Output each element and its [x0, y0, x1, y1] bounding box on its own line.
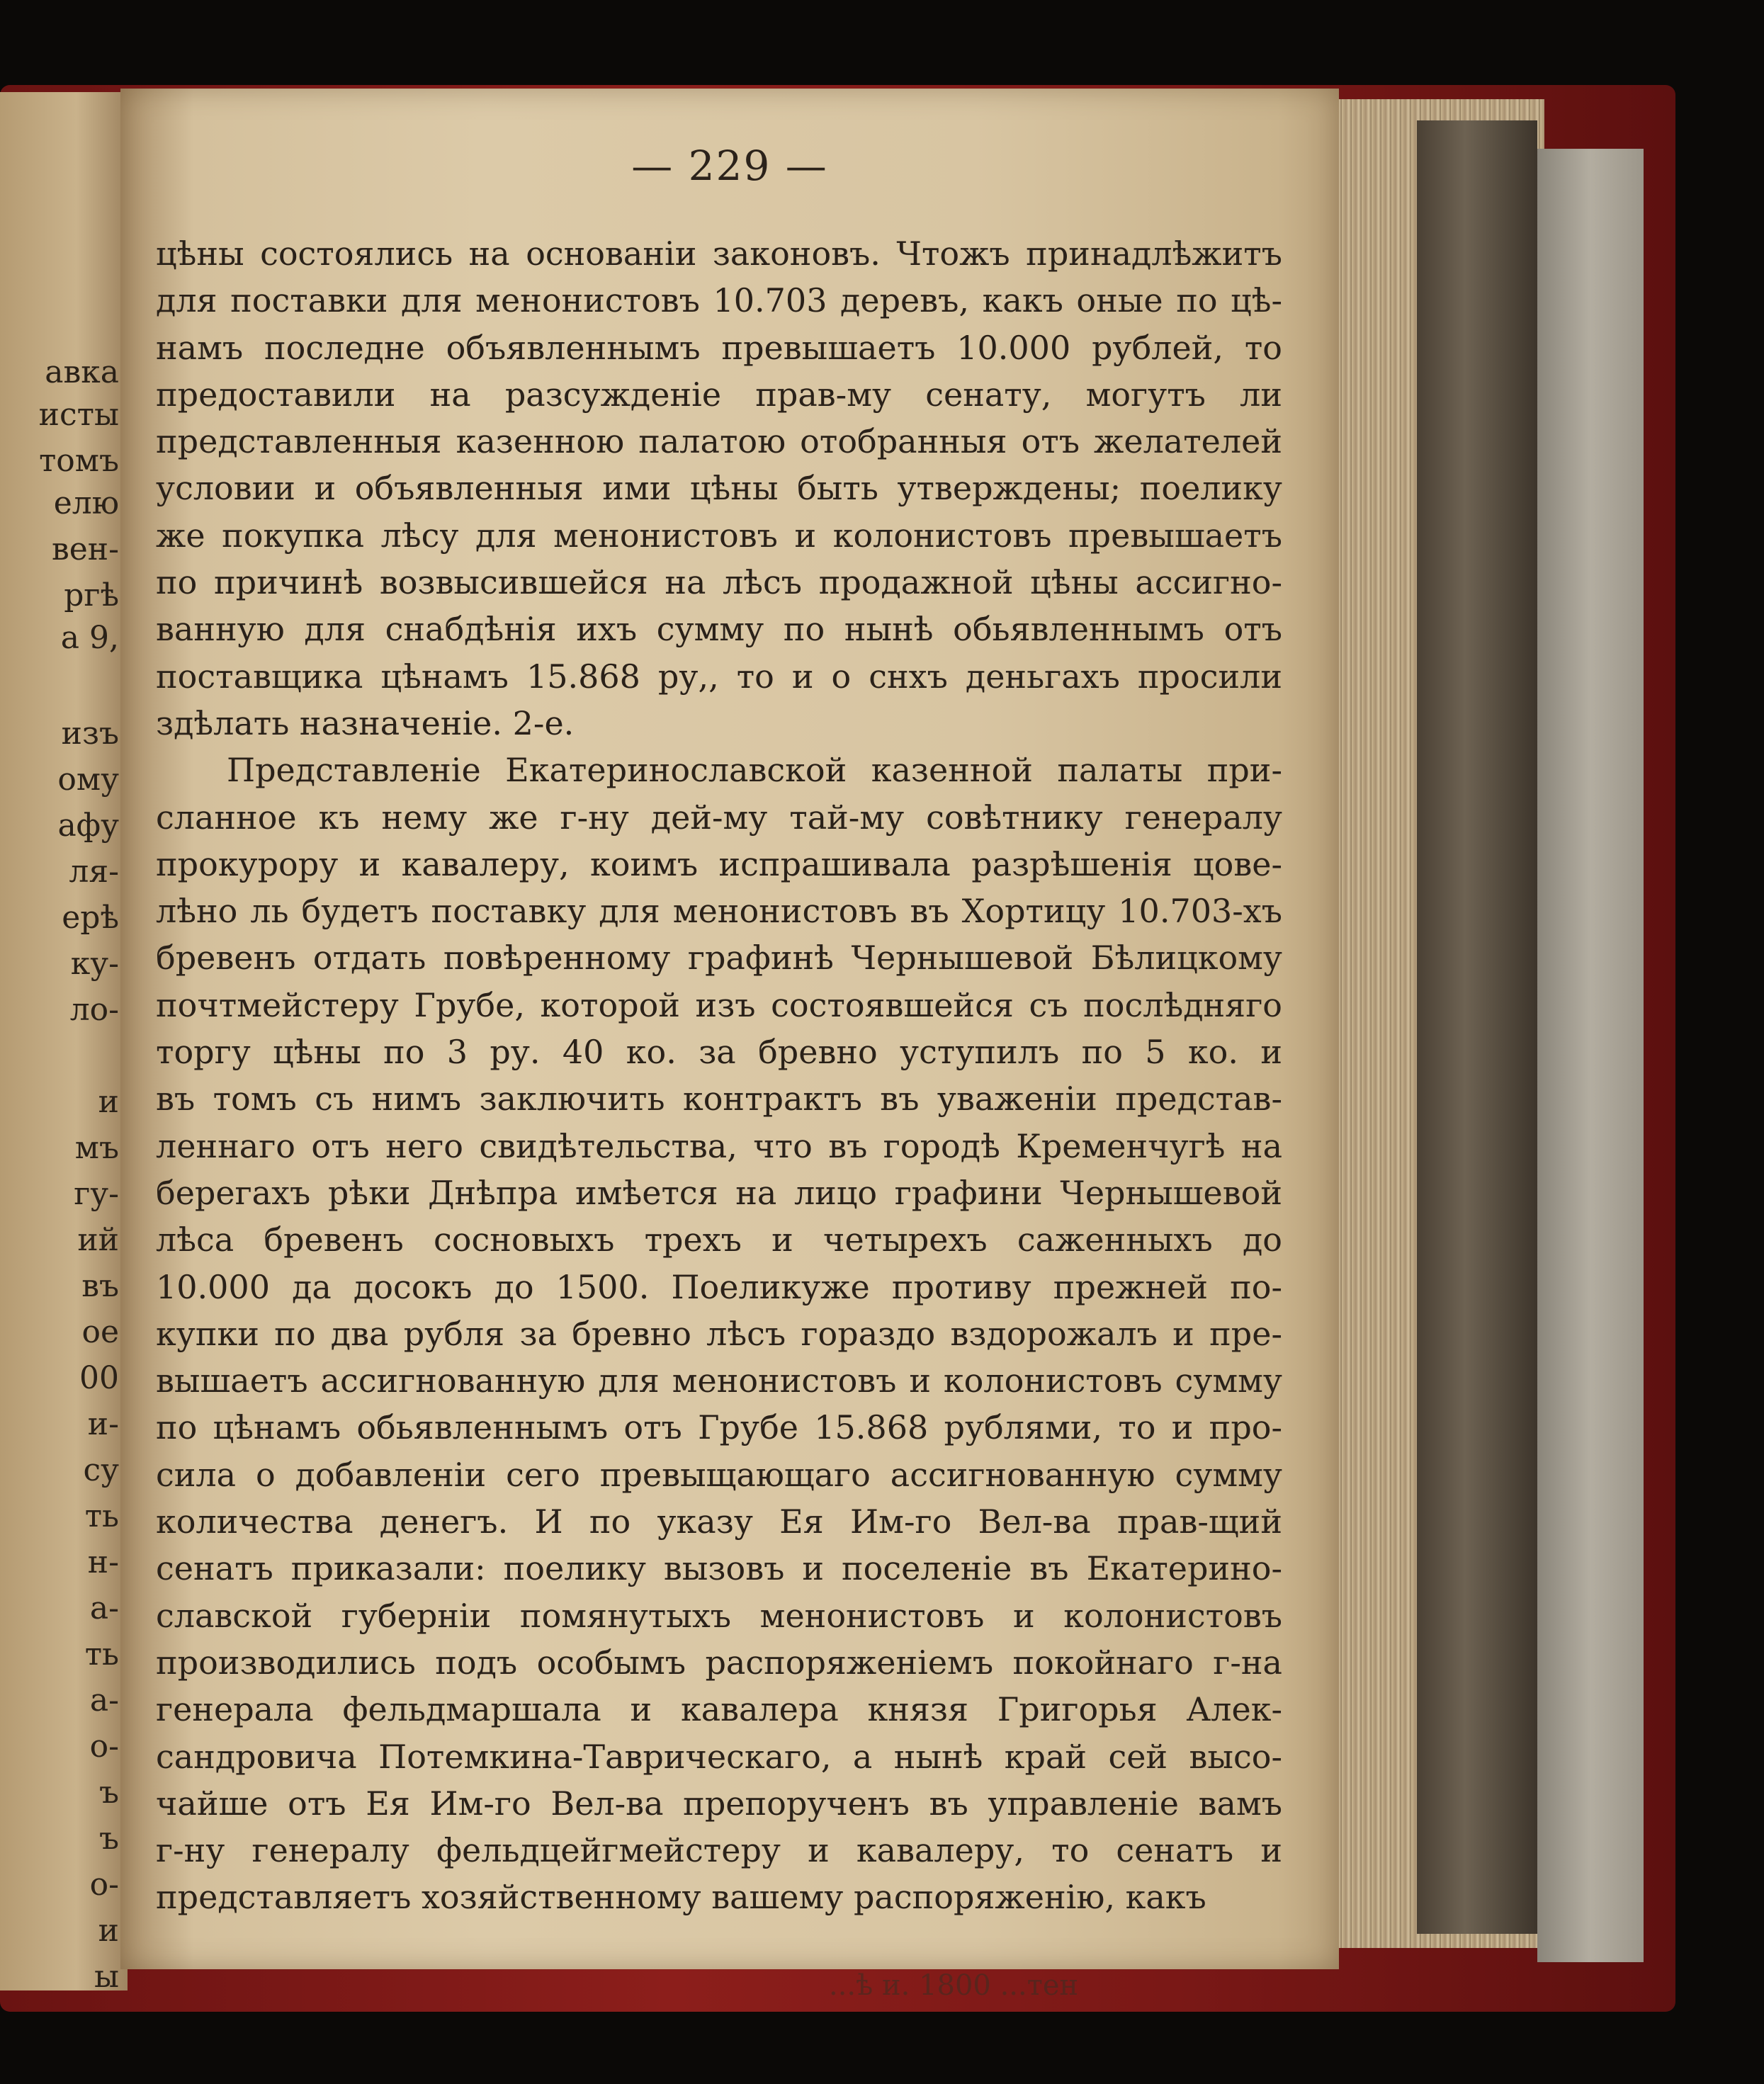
left-page-fragment: ку- [70, 946, 119, 982]
page-number: — 229 — [631, 142, 828, 190]
left-page-fragment: ъ [99, 1820, 119, 1857]
left-page-fragment: н- [87, 1544, 119, 1580]
text-line: почтмейстеру Грубе, которой изъ состоявшейся съ послѣдняго [156, 985, 1282, 1024]
text-line: условии и объявленныя ими цѣны быть утверждены; поелику [156, 469, 1282, 508]
text-line: сандровича Потемкина-Таврическаго, а нынѣ край сей высо- [156, 1737, 1282, 1776]
left-page-fragment: исты [38, 397, 119, 433]
text-line: же покупка лѣсу для менонистовъ и колонистовъ превышаетъ [156, 516, 1282, 555]
text-line: лѣса бревенъ сосновыхъ трехъ и четырехъ саженныхъ до [156, 1221, 1282, 1259]
text-line: по цѣнамъ обьявленнымъ отъ Грубе 15.868 рублями, то и про- [156, 1408, 1282, 1447]
main-page [120, 89, 1339, 2002]
text-line: сенатъ приказали: поелику вызовъ и поселенiе въ Екатерино- [156, 1549, 1282, 1588]
left-page-fragment: ому [57, 761, 119, 798]
text-line: прокурору и кавалеру, коимъ испрашивала разрѣшенiя цове- [156, 844, 1282, 883]
footer-fragment: ...ѣ и. 1800 ...тен [829, 1969, 1079, 2002]
left-page-fragment: гу- [74, 1176, 119, 1212]
left-page-fragment: 00 [79, 1360, 119, 1396]
left-page-fragment: въ [81, 1268, 119, 1304]
text-line: сила о добавленiи сего превыщающаго ассигнованную сумму [156, 1455, 1282, 1494]
left-page-fragment: о- [89, 1728, 119, 1765]
left-page-fragment: ргѣ [64, 577, 119, 613]
text-line: представляетъ хозяйственному вашему распоряженiю, какъ [156, 1878, 1206, 1917]
left-page-fragment: вен- [51, 531, 119, 567]
left-page-fragment: и- [87, 1406, 119, 1442]
text-line: производились подъ особымъ распоряженiемъ покойнаго г-на [156, 1643, 1282, 1682]
text-line: славской губернiи помянутыхъ менонистовъ и колонистовъ [156, 1596, 1282, 1635]
text-line: лѣно ль будетъ поставку для менонистовъ въ Хортицу 10.703-хъ [156, 892, 1282, 931]
left-page-fragment: а- [89, 1682, 119, 1718]
left-page-fragment: ля- [69, 854, 119, 890]
left-page-fragment: ое [81, 1314, 119, 1350]
left-page-fragment: су [83, 1452, 119, 1488]
left-page-fragment: ть [84, 1636, 119, 1672]
left-page-fragment: ть [84, 1498, 119, 1534]
text-line: въ томъ съ нимъ заключить контрактъ въ уваженiи представ- [156, 1080, 1282, 1119]
left-page-fragment: томъ [38, 443, 119, 479]
text-line: поставщика цѣнамъ 15.868 ру,, то и о снхъ деньгахъ просили [156, 657, 1282, 696]
text-line: предоставили на разсужденiе прав-му сенату, могутъ ли [156, 375, 1282, 414]
left-page-fragment: и [98, 1084, 119, 1120]
text-line: купки по два рубля за бревно лѣсъ гораздо вздорожалъ и пре- [156, 1314, 1282, 1353]
page-block-shadow [1417, 120, 1537, 1934]
text-line: г-ну генералу фельдцейгмейстеру и кавалеру, то сенатъ и [156, 1831, 1282, 1870]
left-page [0, 92, 128, 1990]
left-page-fragment: а- [89, 1590, 119, 1626]
text-line: количества денегъ. И по указу Ея Им-го Вел-ва прав-щий [156, 1502, 1282, 1541]
text-line: цѣны состоялись на основанiи законовъ. Чтожъ принадлѣжитъ [156, 234, 1282, 273]
text-line: вышаетъ ассигнованную для менонистовъ и колонистовъ сумму [156, 1361, 1282, 1400]
left-page-fragment: и [98, 1913, 119, 1949]
text-line: представленныя казенною палатою отобранныя отъ желателей [156, 422, 1282, 461]
left-page-fragment: мъ [74, 1130, 119, 1166]
text-line: бревенъ отдать повѣренному графинѣ Чернышевой Бѣлицкому [156, 939, 1282, 978]
text-line: генерала фельдмаршала и кавалера князя Григорья Алек- [156, 1690, 1282, 1729]
text-line: торгу цѣны по 3 ру. 40 ко. за бревно уступилъ по 5 ко. и [156, 1033, 1282, 1072]
text-line: 10.000 да досокъ до 1500. Поеликуже противу прежней по- [156, 1267, 1282, 1306]
text-line: леннаго отъ него свидѣтельства, что въ городѣ Кременчугѣ на [156, 1126, 1282, 1165]
left-page-fragment: о- [89, 1867, 119, 1903]
text-line: намъ последне объявленнымъ превышаетъ 10.000 рублей, то [156, 328, 1282, 367]
left-page-fragment: изъ [61, 715, 119, 752]
left-page-fragment: ло- [69, 992, 119, 1028]
left-page-fragment: ы [94, 1959, 119, 1990]
text-line: Представленiе Екатеринославской казенной палаты при- [227, 751, 1282, 790]
text-line: чайше отъ Ея Им-го Вел-ва препорученъ въ управленiе вамъ [156, 1784, 1282, 1823]
text-line: для поставки для менонистовъ 10.703 деревъ, какъ оные по цѣ- [156, 281, 1282, 320]
left-page-fragment: ий [77, 1222, 119, 1258]
text-line: сланное къ нему же г-ну дей-му тай-му совѣтнику генералу [156, 798, 1282, 837]
left-page-fragment: а 9, [60, 620, 119, 656]
left-page-fragment: елю [53, 485, 119, 521]
text-line: берегахъ рѣки Днѣпра имѣется на лицо графини Чернышевой [156, 1173, 1282, 1212]
text-line: по причинѣ возвысившейся на лѣсъ продажной цѣны ассигно- [156, 563, 1282, 602]
text-line: здѣлать назначенiе. 2-е. [156, 703, 575, 742]
left-page-fragment: ерѣ [62, 900, 119, 936]
left-page-fragment: афу [57, 808, 119, 844]
page-text [156, 230, 1282, 1921]
page-block-gray [1537, 149, 1644, 1962]
left-page-fragment: ъ [99, 1774, 119, 1811]
left-page-fragment: авка [45, 354, 119, 390]
text-line: ванную для снабдѣнiя ихъ сумму по нынѣ обьявленнымъ отъ [156, 610, 1282, 649]
